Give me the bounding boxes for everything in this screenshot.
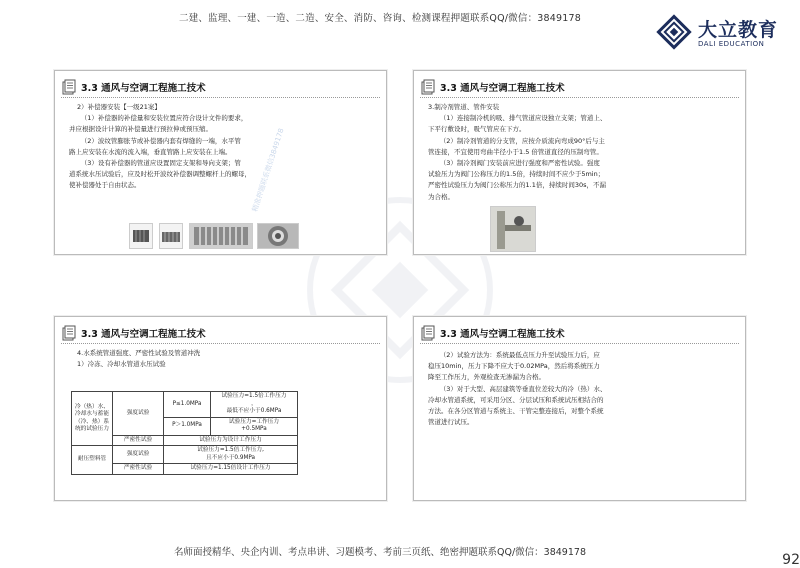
document-icon — [420, 325, 436, 341]
watermark-text: 精准押题联系微信3849178 — [250, 127, 286, 213]
divider — [61, 97, 380, 98]
bottom-banner: 名师面授精华、央企内训、考点串讲、习题模考、考前三页纸、绝密押题联系QQ/微信：3849178 — [174, 547, 586, 558]
text-line: 冷却水管道系统，可采用分区、分层试压和系统试压相结合的 — [428, 395, 604, 404]
table-cell: 试验压力为设计工作压力 — [164, 435, 298, 446]
subheading: 2）补偿器安装【一级21案】 — [77, 103, 161, 111]
cell-line: +0.5MPa — [241, 426, 267, 432]
text-line: 试验压力为阀门公称压力的1.5倍，持续时间不应少于5min； — [428, 170, 605, 179]
logo-en: DALI EDUCATION — [698, 40, 765, 48]
text-line: 道系统水压试验后，应及时松开波纹补偿器调整螺杆上的螺母， — [69, 170, 251, 179]
table-cell: 强度试验 — [113, 446, 164, 464]
text-line: （1）连接制冷机的吸、排气管道应设独立支架；管道上、 — [439, 114, 607, 123]
slide-3 — [54, 316, 387, 501]
table-cell — [211, 392, 298, 418]
slide-body — [69, 102, 378, 192]
cell-line: 试验压力=工作压力 — [228, 418, 280, 425]
document-icon — [61, 325, 77, 341]
text-line: 为合格。 — [428, 192, 454, 201]
compensator-photo-2 — [159, 223, 183, 249]
subheading: 4.水系统管道强度、严密性试验及管道冲洗 — [77, 349, 201, 357]
text-line: 严密性试验压力为阀门公称压力的1.1倍，持续时间30s，不漏 — [428, 181, 606, 190]
valve-photo — [490, 206, 536, 252]
text-line: 管连接，不宜使用弯曲半径小于1.5 倍管道直径的压制弯管。 — [428, 147, 603, 156]
text-line: （3）制冷剂阀门安装前应进行强度和严密性试验。强度 — [439, 159, 600, 168]
slide-title: 3.3 通风与空调工程施工技术 — [81, 83, 206, 94]
slide-body — [69, 348, 378, 370]
divider — [420, 97, 739, 98]
slide-1 — [54, 70, 387, 255]
text-line: （3）对于大型、高层建筑等垂直位差较大的冷（热）水、 — [439, 384, 607, 393]
compensator-photo-4 — [257, 223, 299, 249]
table-cell: P≤1.0MPa — [164, 392, 211, 418]
cell-line: 试验压力=1.5倍工作压力 — [221, 393, 287, 399]
table-cell — [164, 446, 298, 464]
slide-4 — [413, 316, 746, 501]
text-line: 下平行敷设时，吸气管应在下方。 — [428, 125, 526, 134]
table-cell: P＞1.0MPa — [164, 417, 211, 435]
table-cell: 试验压力=1.15倍设计工作压力 — [164, 464, 298, 475]
text-line: （3）设有补偿器的管道应设置固定支架和导向支架；管 — [80, 159, 241, 168]
table-cell: 严密性试验 — [113, 435, 164, 446]
text-line: 使补偿器处于自由状态。 — [69, 181, 141, 190]
divider — [61, 343, 380, 344]
logo-emblem-icon — [656, 14, 692, 50]
top-banner: 二建、监理、一建、一造、二造、安全、消防、咨询、检测课程押题联系QQ/微信：3849178 — [179, 13, 581, 24]
logo-cn: 大立教育 — [698, 19, 779, 41]
compensator-photo-3 — [189, 223, 253, 249]
document-icon — [420, 79, 436, 95]
table-cell: 耐压塑料管 — [72, 446, 113, 475]
slide-title: 3.3 通风与空调工程施工技术 — [440, 329, 565, 340]
cell-line: 试验压力=1.5倍工作压力, — [197, 447, 264, 453]
text-line: （1）补偿器的补偿量和安装位置应符合设计文件的要求， — [80, 114, 248, 123]
slide-title: 3.3 通风与空调工程施工技术 — [440, 83, 565, 94]
slide-body — [428, 102, 737, 203]
cell-line: 最低不应小于0.6MPa — [226, 408, 282, 414]
divider — [420, 343, 739, 344]
text-line: 路上应安装在水流的流入端，垂直管路上应安装在上端。 — [69, 147, 232, 156]
table-cell — [211, 417, 298, 435]
text-line: 管道进行试压。 — [428, 418, 474, 427]
pressure-test-table — [71, 391, 298, 475]
logo — [656, 14, 796, 54]
compensator-photo-1 — [129, 223, 153, 249]
table-cell: 严密性试验 — [113, 464, 164, 475]
text-line: （2）制冷剂管道的分支管，应按介质流向弯成90°后与主 — [439, 136, 605, 145]
document-icon — [61, 79, 77, 95]
text-line: 并应根据设计计算的补偿量进行预拉伸或预压缩。 — [69, 125, 212, 134]
text-line: （2）试验方法为：系统最低点压力升至试验压力后，应 — [439, 351, 600, 359]
text-line: 降至工作压力，外观检查无渗漏为合格。 — [428, 373, 545, 382]
cell-line: ， — [251, 400, 257, 407]
subheading: 1）冷冻、冷却水管道水压试验 — [77, 360, 166, 369]
slide-title: 3.3 通风与空调工程施工技术 — [81, 329, 206, 340]
table-cell: 冷（热）水、冷却水与蓄能（冷、热）系统的试验压力 — [72, 392, 113, 446]
text-line: （2）波纹管膨胀节或补偿器内套有焊缝的一端，水平管 — [80, 136, 241, 145]
page-number: 92 — [782, 552, 800, 568]
text-line: 方法。在各分区管道与系统主、干管完整连接后，对整个系统 — [428, 407, 604, 416]
table-cell: 强度试验 — [113, 392, 164, 436]
subheading: 3.制冷剂管道、管件安装 — [428, 103, 500, 111]
cell-line: 且不应小于0.9MPa — [205, 454, 256, 461]
slide-body — [428, 350, 737, 428]
slide-2 — [413, 70, 746, 255]
text-line: 稳压10min，压力下降不应大于0.02MPa，然后将系统压力 — [428, 362, 600, 371]
